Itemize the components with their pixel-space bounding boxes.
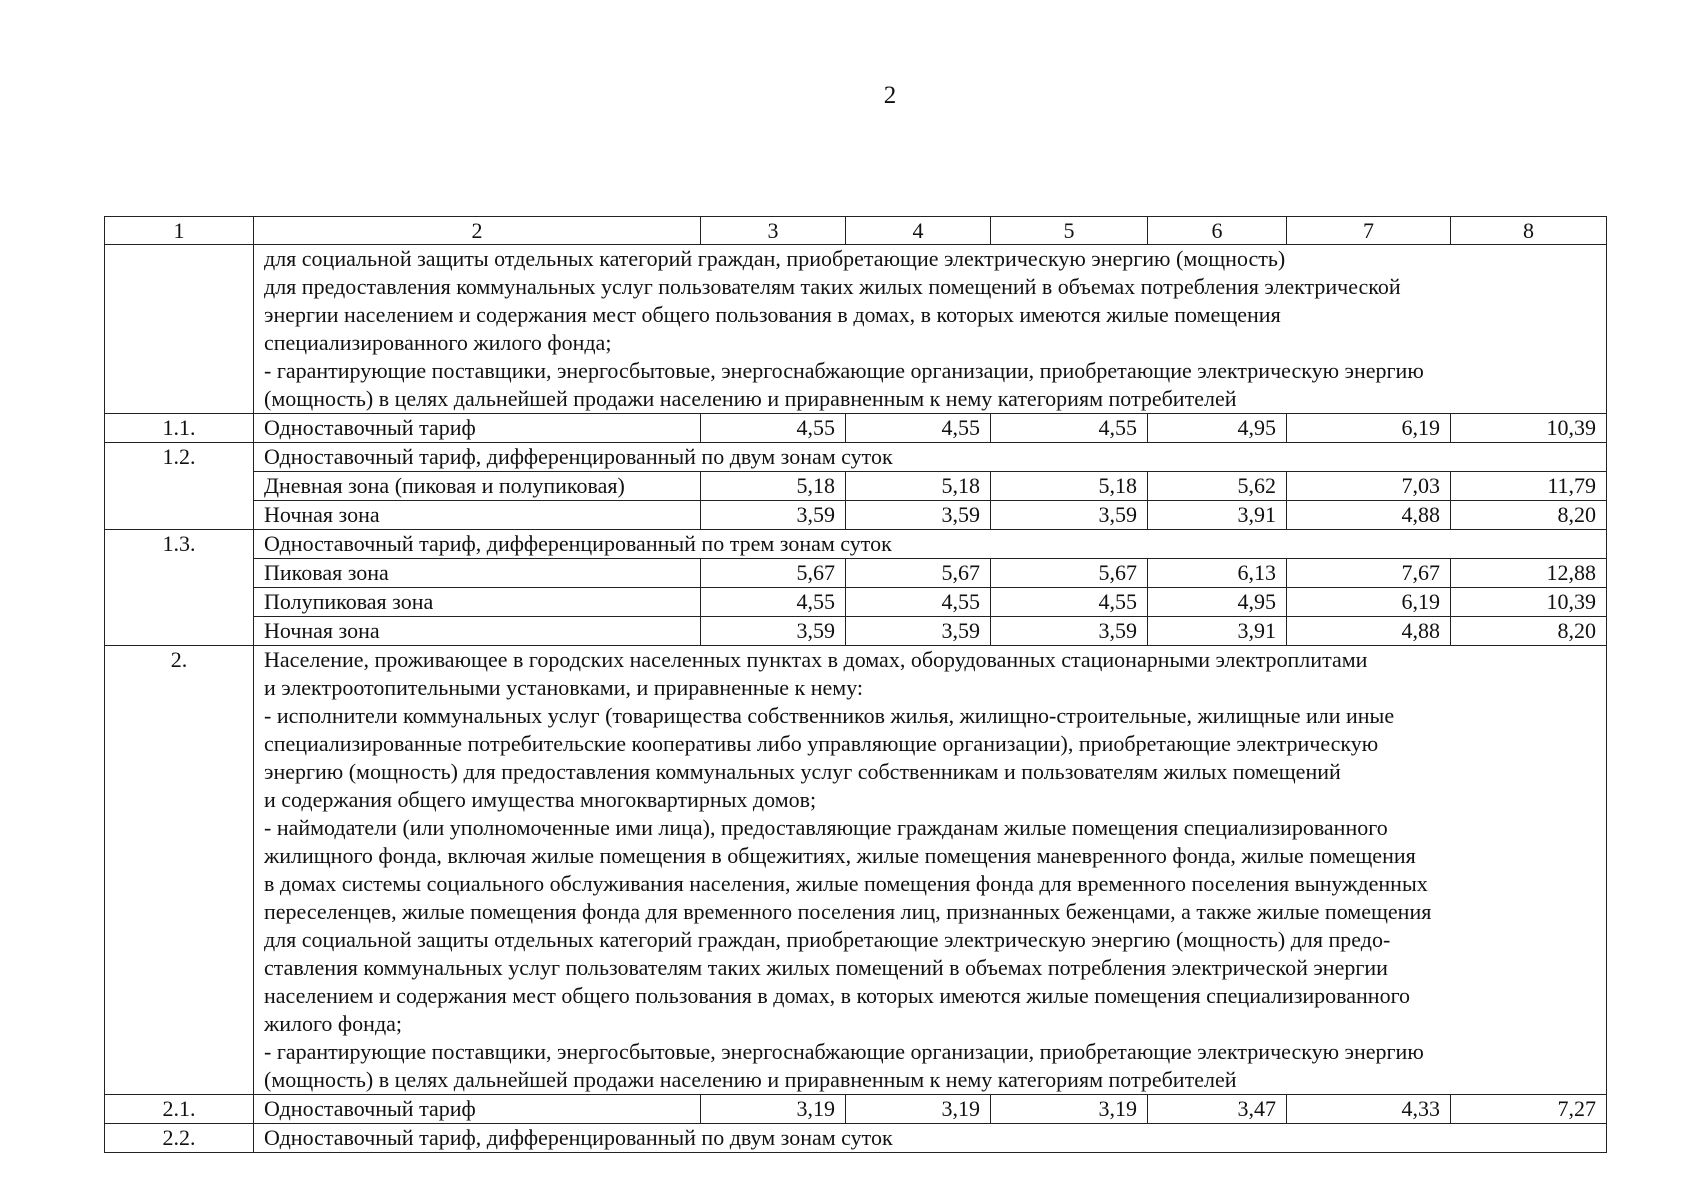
table-row [105, 588, 1607, 617]
value-cell: 11,79 [1451, 472, 1607, 501]
tariff-table [104, 216, 1607, 1153]
value-cell: 3,91 [1148, 617, 1287, 646]
row-label: Одноставочный тариф, дифференцированный по двум зонам суток [254, 1124, 1607, 1153]
description-line: в домах системы социального обслуживания населения, жилые помещения фонда для временного поселения вынужденных [264, 871, 1428, 896]
value-cell: 3,47 [1148, 1095, 1287, 1124]
value-cell: 4,95 [1148, 588, 1287, 617]
table-row [105, 530, 1607, 559]
value-cell: 10,39 [1451, 588, 1607, 617]
row-number: 1.1. [105, 414, 254, 443]
row-label: Одноставочный тариф, дифференцированный по трем зонам суток [254, 530, 1607, 559]
row-number [105, 245, 254, 414]
row-number: 2. [105, 646, 254, 1095]
header-cell: 6 [1148, 217, 1287, 245]
description-line: специализированные потребительские кооперативы либо управляющие организации), приобретающие электрическую [264, 731, 1379, 756]
value-cell: 4,55 [701, 414, 846, 443]
value-cell: 3,59 [701, 617, 846, 646]
description-line: переселенцев, жилые помещения фонда для временного поселения лиц, признанных беженцами, а также жилые помещения [264, 899, 1432, 924]
description-line: - исполнители коммунальных услуг (товарищества собственников жилья, жилищно-строительные, жилищные или иные [264, 703, 1395, 728]
value-cell: 4,95 [1148, 414, 1287, 443]
value-cell: 3,59 [701, 501, 846, 530]
zone-label: Полупиковая зона [254, 588, 701, 617]
description-line: и электроотопительными установками, и приравненные к нему: [264, 675, 864, 700]
value-cell: 7,03 [1287, 472, 1451, 501]
zone-label: Ночная зона [254, 617, 701, 646]
table-row [105, 646, 1607, 1095]
row-number: 2.2. [105, 1124, 254, 1153]
description-line: для предоставления коммунальных услуг пользователям таких жилых помещений в объемах потребления электрической [264, 274, 1401, 299]
description-line: Население, проживающее в городских населенных пунктах в домах, оборудованных стационарными электроплитами [264, 647, 1368, 672]
zone-label: Ночная зона [254, 501, 701, 530]
value-cell: 5,67 [701, 559, 846, 588]
table-row [105, 1095, 1607, 1124]
description-line: специализированного жилого фонда; [264, 330, 612, 355]
value-cell: 5,67 [846, 559, 991, 588]
value-cell: 5,67 [991, 559, 1148, 588]
table-row [105, 617, 1607, 646]
description-line: населением и содержания мест общего пользования в домах, в которых имеются жилые помещения специализированного [264, 983, 1411, 1008]
page-number: 2 [883, 82, 897, 109]
table-row [105, 472, 1607, 501]
value-cell: 10,39 [1451, 414, 1607, 443]
value-cell: 5,18 [701, 472, 846, 501]
value-cell: 5,18 [846, 472, 991, 501]
value-cell: 6,13 [1148, 559, 1287, 588]
value-cell: 5,18 [991, 472, 1148, 501]
header-cell: 2 [254, 217, 701, 245]
value-cell: 5,62 [1148, 472, 1287, 501]
description-line: энергии населением и содержания мест общего пользования в домах, в которых имеются жилые помещения [264, 302, 1281, 327]
value-cell: 4,55 [991, 414, 1148, 443]
value-cell: 4,33 [1287, 1095, 1451, 1124]
value-cell: 8,20 [1451, 617, 1607, 646]
description-line: - гарантирующие поставщики, энергосбытовые, энергоснабжающие организации, приобретающие электрическую энергию [264, 1039, 1424, 1064]
value-cell: 4,55 [846, 414, 991, 443]
value-cell: 3,19 [991, 1095, 1148, 1124]
description-line: жилищного фонда, включая жилые помещения в общежитиях, жилые помещения маневренного фонда, жилые помещения [264, 843, 1416, 868]
row-number: 1.2. [105, 443, 254, 530]
header-cell: 8 [1451, 217, 1607, 245]
value-cell: 3,19 [701, 1095, 846, 1124]
table-row [105, 559, 1607, 588]
value-cell: 4,55 [846, 588, 991, 617]
table-row [105, 414, 1607, 443]
header-row [105, 217, 1607, 245]
value-cell: 8,20 [1451, 501, 1607, 530]
description-line: для социальной защиты отдельных категорий граждан, приобретающие электрическую энергию (мощность) [264, 246, 1286, 271]
section2-description [254, 646, 1607, 1095]
description-line: (мощность) в целях дальнейшей продажи населению и приравненным к нему категориям потребителей [264, 1067, 1237, 1092]
description-line: энергию (мощность) для предоставления коммунальных услуг собственникам и пользователям жилых помещений [264, 759, 1341, 784]
row-number: 2.1. [105, 1095, 254, 1124]
table-row [105, 1124, 1607, 1153]
header-cell: 4 [846, 217, 991, 245]
value-cell: 4,55 [701, 588, 846, 617]
value-cell: 4,55 [991, 588, 1148, 617]
zone-label: Дневная зона (пиковая и полупиковая) [254, 472, 701, 501]
value-cell: 4,88 [1287, 501, 1451, 530]
value-cell: 3,19 [846, 1095, 991, 1124]
table-row [105, 443, 1607, 472]
value-cell: 12,88 [1451, 559, 1607, 588]
value-cell: 3,59 [846, 617, 991, 646]
value-cell: 3,59 [991, 617, 1148, 646]
value-cell: 7,67 [1287, 559, 1451, 588]
header-cell: 3 [701, 217, 846, 245]
description-line: (мощность) в целях дальнейшей продажи населению и приравненным к нему категориям потребителей [264, 386, 1237, 411]
value-cell: 3,59 [991, 501, 1148, 530]
row-label: Одноставочный тариф [254, 1095, 701, 1124]
value-cell: 3,91 [1148, 501, 1287, 530]
value-cell: 7,27 [1451, 1095, 1607, 1124]
row-label: Одноставочный тариф [254, 414, 701, 443]
header-cell: 1 [105, 217, 254, 245]
description-line: жилого фонда; [264, 1011, 403, 1036]
header-cell: 7 [1287, 217, 1451, 245]
description-line: для социальной защиты отдельных категорий граждан, приобретающие электрическую энергию (мощность) для предо- [264, 927, 1391, 952]
description-line: и содержания общего имущества многоквартирных домов; [264, 787, 817, 812]
description-line: - наймодатели (или уполномоченные ими лица), предоставляющие гражданам жилые помещения специализированного [264, 815, 1388, 840]
value-cell: 4,88 [1287, 617, 1451, 646]
description-line: ставления коммунальных услуг пользователям таких жилых помещений в объемах потребления электрической энергии [264, 955, 1388, 980]
table-row [105, 501, 1607, 530]
value-cell: 6,19 [1287, 414, 1451, 443]
zone-label: Пиковая зона [254, 559, 701, 588]
description-line: - гарантирующие поставщики, энергосбытовые, энергоснабжающие организации, приобретающие электрическую энергию [264, 358, 1424, 383]
row-number: 1.3. [105, 530, 254, 646]
value-cell: 6,19 [1287, 588, 1451, 617]
section1-description [254, 245, 1607, 414]
value-cell: 3,59 [846, 501, 991, 530]
row-label: Одноставочный тариф, дифференцированный по двум зонам суток [254, 443, 1607, 472]
section1-description-row [105, 245, 1607, 414]
header-cell: 5 [991, 217, 1148, 245]
